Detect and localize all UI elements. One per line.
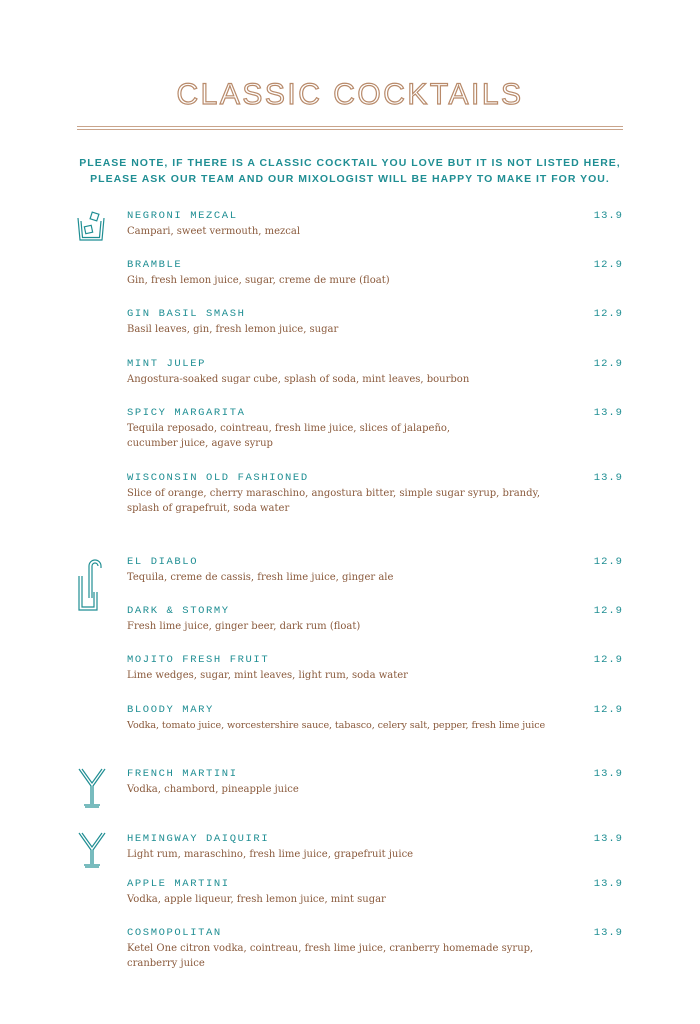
item-name: MINT JULEP <box>127 358 207 370</box>
item-name: BLOODY MARY <box>127 704 214 716</box>
item-description: Slice of orange, cherry maraschino, angostura bitter, simple sugar syrup, brandy, splash of grapefruit, soda water <box>127 488 541 514</box>
item-name: BRAMBLE <box>127 259 183 271</box>
item-price: 13.9 <box>593 472 623 484</box>
item-price: 13.9 <box>593 210 623 222</box>
item-description: Vodka, apple liqueur, fresh lemon juice, mint sugar <box>127 894 386 905</box>
menu-item <box>127 926 623 971</box>
menu-note-line-2: PLEASE ASK OUR TEAM AND OUR MIXOLOGIST WILL BE HAPPY TO MAKE IT FOR YOU. <box>90 173 610 185</box>
item-price: 12.9 <box>593 605 623 617</box>
rocks-glass-icon <box>76 210 106 242</box>
item-description: Ketel One citron vodka, cointreau, fresh lime juice, cranberry homemade syrup, cranberry juice <box>127 943 534 969</box>
menu-item <box>127 877 623 907</box>
item-name: FRENCH MARTINI <box>127 768 238 780</box>
item-price: 12.9 <box>593 704 623 716</box>
item-price: 13.9 <box>593 927 623 939</box>
item-name: SPICY MARGARITA <box>127 407 246 419</box>
item-description: Tequila reposado, cointreau, fresh lime juice, slices of jalapeño, cucumber juice, agave syrup <box>127 423 451 449</box>
item-price: 13.9 <box>593 833 623 845</box>
item-name: COSMOPOLITAN <box>127 927 222 939</box>
menu-item <box>127 471 623 516</box>
item-price: 12.9 <box>593 556 623 568</box>
item-price: 12.9 <box>593 259 623 271</box>
menu-item <box>127 258 623 288</box>
martini-glass-icon <box>78 768 106 808</box>
item-name: HEMINGWAY DAIQUIRI <box>127 833 270 845</box>
item-description: Vodka, tomato juice, worcestershire sauce, tabasco, celery salt, pepper, fresh lime juice <box>127 720 546 731</box>
menu-item <box>127 832 623 862</box>
item-description: Gin, fresh lemon juice, sugar, creme de mure (float) <box>127 275 390 286</box>
menu-note <box>0 155 700 187</box>
item-description: Lime wedges, sugar, mint leaves, light rum, soda water <box>127 670 408 681</box>
item-description: Tequila, creme de cassis, fresh lime juice, ginger ale <box>127 572 394 583</box>
menu-item <box>127 555 623 585</box>
menu-item <box>127 703 623 733</box>
item-price: 13.9 <box>593 768 623 780</box>
item-price: 12.9 <box>593 654 623 666</box>
menu-item <box>127 307 623 337</box>
menu-item <box>127 604 623 634</box>
item-name: MOJITO FRESH FRUIT <box>127 654 270 666</box>
item-price: 12.9 <box>593 358 623 370</box>
menu-note-line-1: PLEASE NOTE, IF THERE IS A CLASSIC COCKTAIL YOU LOVE BUT IT IS NOT LISTED HERE, <box>79 157 621 169</box>
menu-title: CLASSIC COCKTAILS <box>176 78 524 111</box>
menu-item <box>127 357 623 387</box>
highball-glass-icon <box>77 558 105 612</box>
item-name: DARK & STORMY <box>127 605 230 617</box>
item-description: Light rum, maraschino, fresh lime juice, grapefruit juice <box>127 849 414 860</box>
menu-item <box>127 209 623 239</box>
menu-item <box>127 653 623 683</box>
item-name: WISCONSIN OLD FASHIONED <box>127 472 309 484</box>
item-description: Angostura-soaked sugar cube, splash of soda, mint leaves, bourbon <box>127 374 470 385</box>
title-divider-bottom <box>77 129 623 130</box>
item-description: Campari, sweet vermouth, mezcal <box>127 226 301 237</box>
item-name: EL DIABLO <box>127 556 199 568</box>
menu-item <box>127 767 623 797</box>
item-name: APPLE MARTINI <box>127 878 230 890</box>
item-price: 12.9 <box>593 308 623 320</box>
item-price: 13.9 <box>593 878 623 890</box>
item-name: NEGRONI MEZCAL <box>127 210 238 222</box>
item-price: 13.9 <box>593 407 623 419</box>
title-divider-top <box>77 126 623 127</box>
item-description: Vodka, chambord, pineapple juice <box>127 784 299 795</box>
item-description: Fresh lime juice, ginger beer, dark rum (float) <box>127 621 361 632</box>
item-name: GIN BASIL SMASH <box>127 308 246 320</box>
menu-item <box>127 406 623 451</box>
item-description: Basil leaves, gin, fresh lemon juice, sugar <box>127 324 339 335</box>
coupe-glass-icon <box>78 832 106 872</box>
